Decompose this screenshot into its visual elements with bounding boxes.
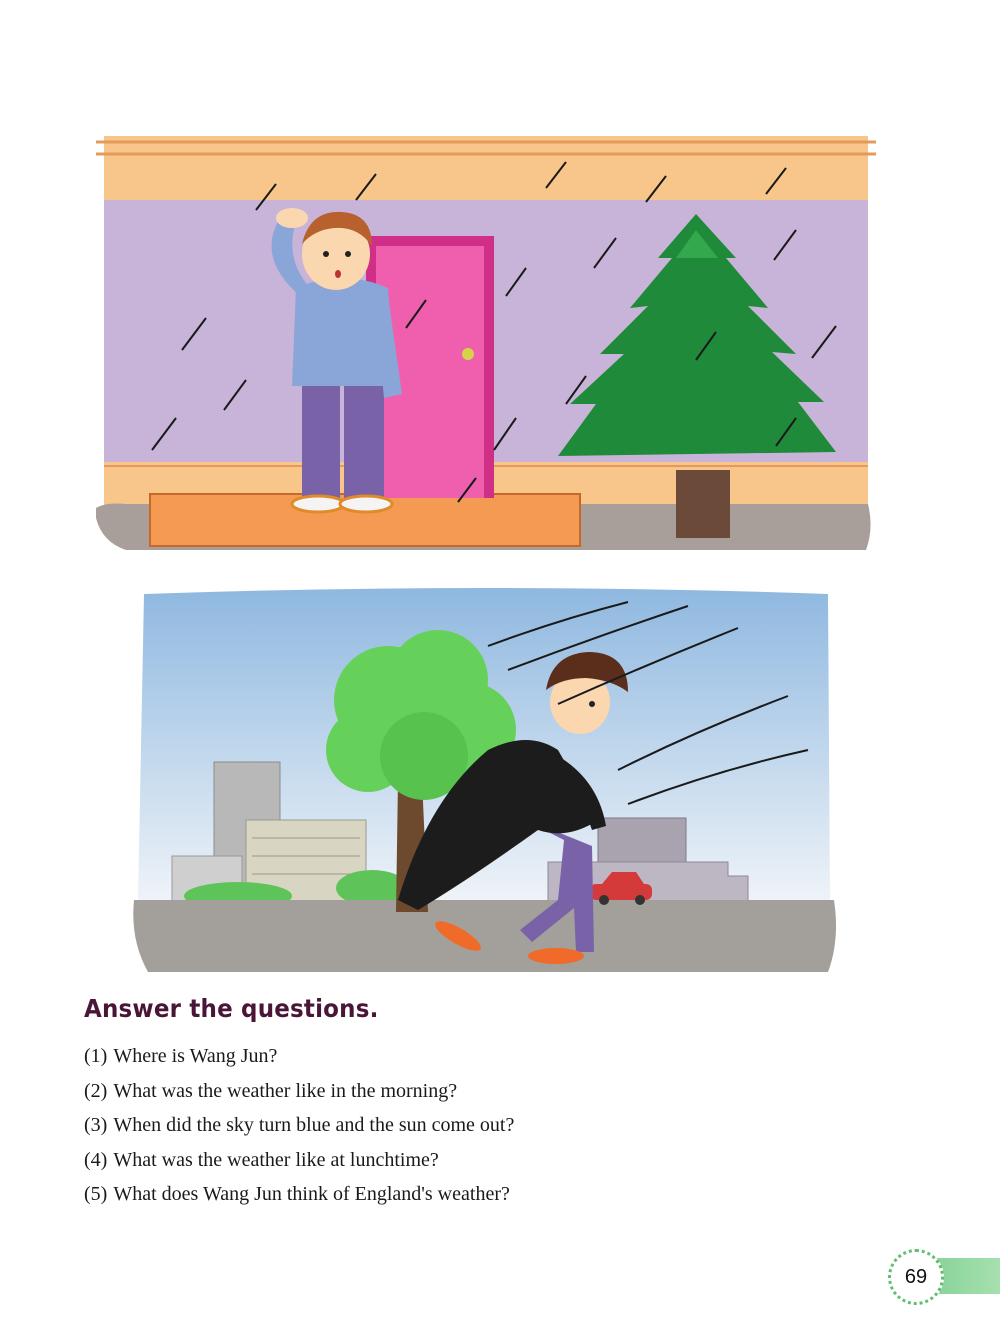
question-text: When did the sky turn blue and the sun come out? bbox=[113, 1114, 515, 1136]
page-number: 69 bbox=[888, 1249, 944, 1305]
question-text: What does Wang Jun think of England's weather? bbox=[113, 1183, 510, 1205]
question-text: What was the weather like at lunchtime? bbox=[113, 1148, 439, 1171]
question-number: (5) bbox=[84, 1183, 108, 1205]
question-text: Where is Wang Jun? bbox=[113, 1045, 278, 1067]
question-number: (4) bbox=[84, 1148, 108, 1171]
door-knob bbox=[462, 348, 474, 360]
question-number: (1) bbox=[84, 1045, 108, 1067]
question-number: (3) bbox=[84, 1114, 108, 1136]
ground bbox=[133, 900, 836, 972]
question-item bbox=[84, 1044, 514, 1079]
rainy-morning-illustration bbox=[96, 118, 876, 558]
question-item bbox=[84, 1079, 514, 1114]
question-text: What was the weather like in the morning? bbox=[113, 1079, 458, 1102]
question-item bbox=[84, 1113, 514, 1148]
exercise-heading: Answer the questions. bbox=[84, 994, 379, 1023]
question-item bbox=[84, 1148, 514, 1183]
windy-lunchtime-illustration bbox=[128, 580, 840, 980]
question-item bbox=[84, 1182, 514, 1217]
question-number: (2) bbox=[84, 1079, 108, 1102]
top-band bbox=[104, 136, 868, 200]
question-list bbox=[84, 1044, 514, 1217]
